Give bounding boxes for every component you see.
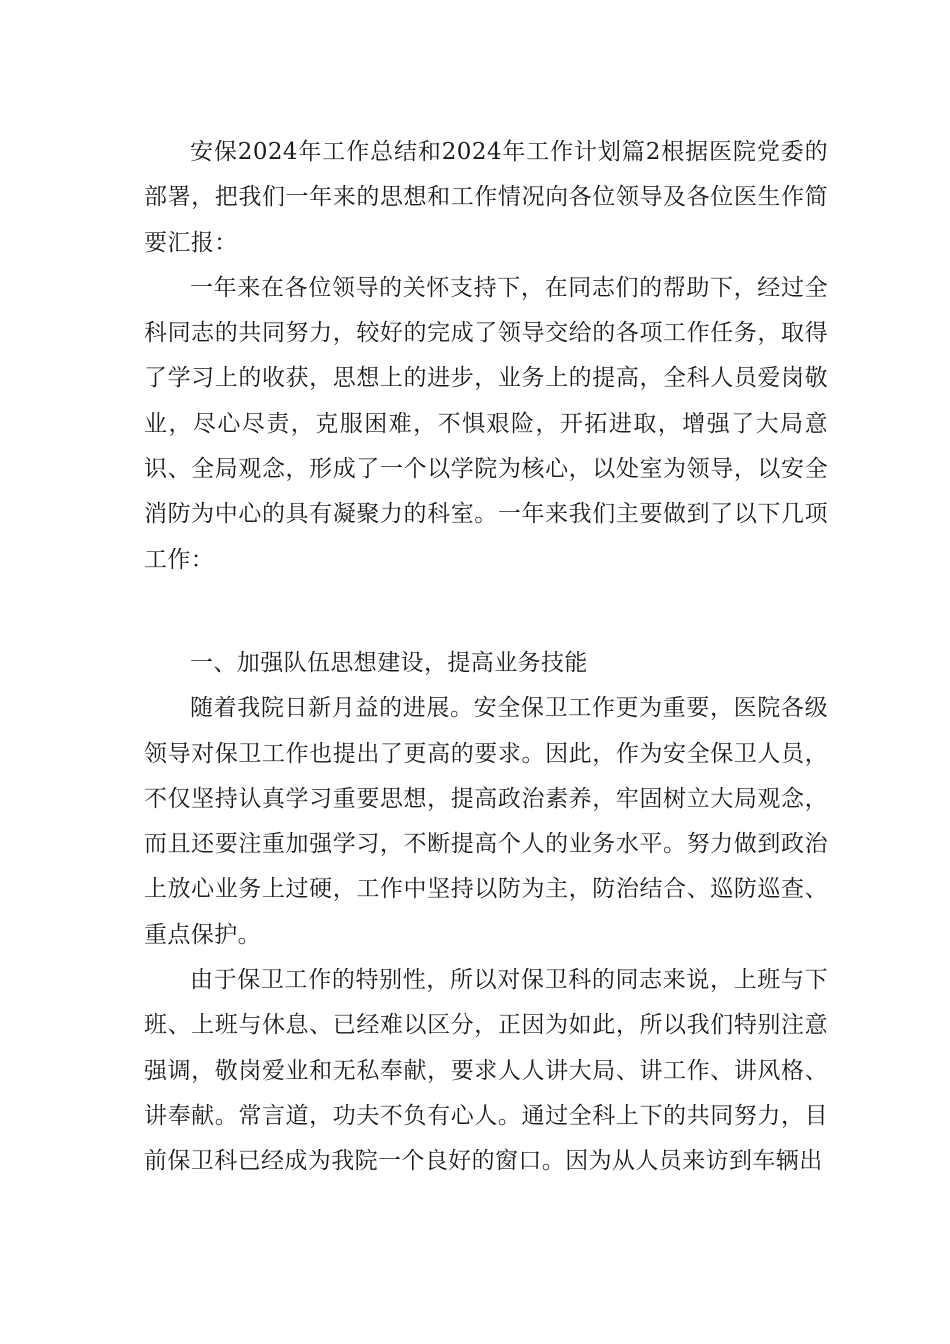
section-paragraph: 由于保卫工作的特别性，所以对保卫科的同志来说，上班与下班、上班与休息、已经难以区分，正因为如此，所以我们特别注意强调，敬岗爱业和无私奉献，要求人人讲大局、讲工作、讲风格、讲奉献。常言道，功夫不负有心人。通过全科上下的共同努力，目前保卫科已经成为我院一个良好的窗口。因为从人员来访到车辆出: [144, 967, 828, 1175]
summary-paragraph: 一年来在各位领导的关怀支持下，在同志们的帮助下，经过全科同志的共同努力，较好的完成了领导交给的各项工作任务，取得了学习上的收获，思想上的进步，业务上的提高，全科人员爱岗敬业，尽心尽责，克服困难，不惧艰险，开拓进取，增强了大局意识、全局观念，形成了一个以学院为核心，以处室为领导，以安全消防为中心的具有凝聚力的科室。一年来我们主要做到了以下几项工作：: [144, 274, 828, 573]
section-heading: 一、加强队伍思想建设，提高业务技能: [190, 649, 588, 676]
document-body: [144, 130, 828, 1185]
section-paragraph: 随着我院日新月益的进展。安全保卫工作更为重要，医院各级领导对保卫工作也提出了更高的要求。因此，作为安全保卫人员，不仅坚持认真学习重要思想，提高政治素养，牢固树立大局观念，而且还要注重加强学习，不断提高个人的业务水平。努力做到政治上放心业务上过硬，工作中坚持以防为主，防治结合、巡防巡查、重点保护。: [144, 695, 828, 948]
intro-paragraph: 安保2024年工作总结和2024年工作计划篇2根据医院党委的部署，把我们一年来的思想和工作情况向各位领导及各位医生作简要汇报：: [144, 139, 828, 256]
